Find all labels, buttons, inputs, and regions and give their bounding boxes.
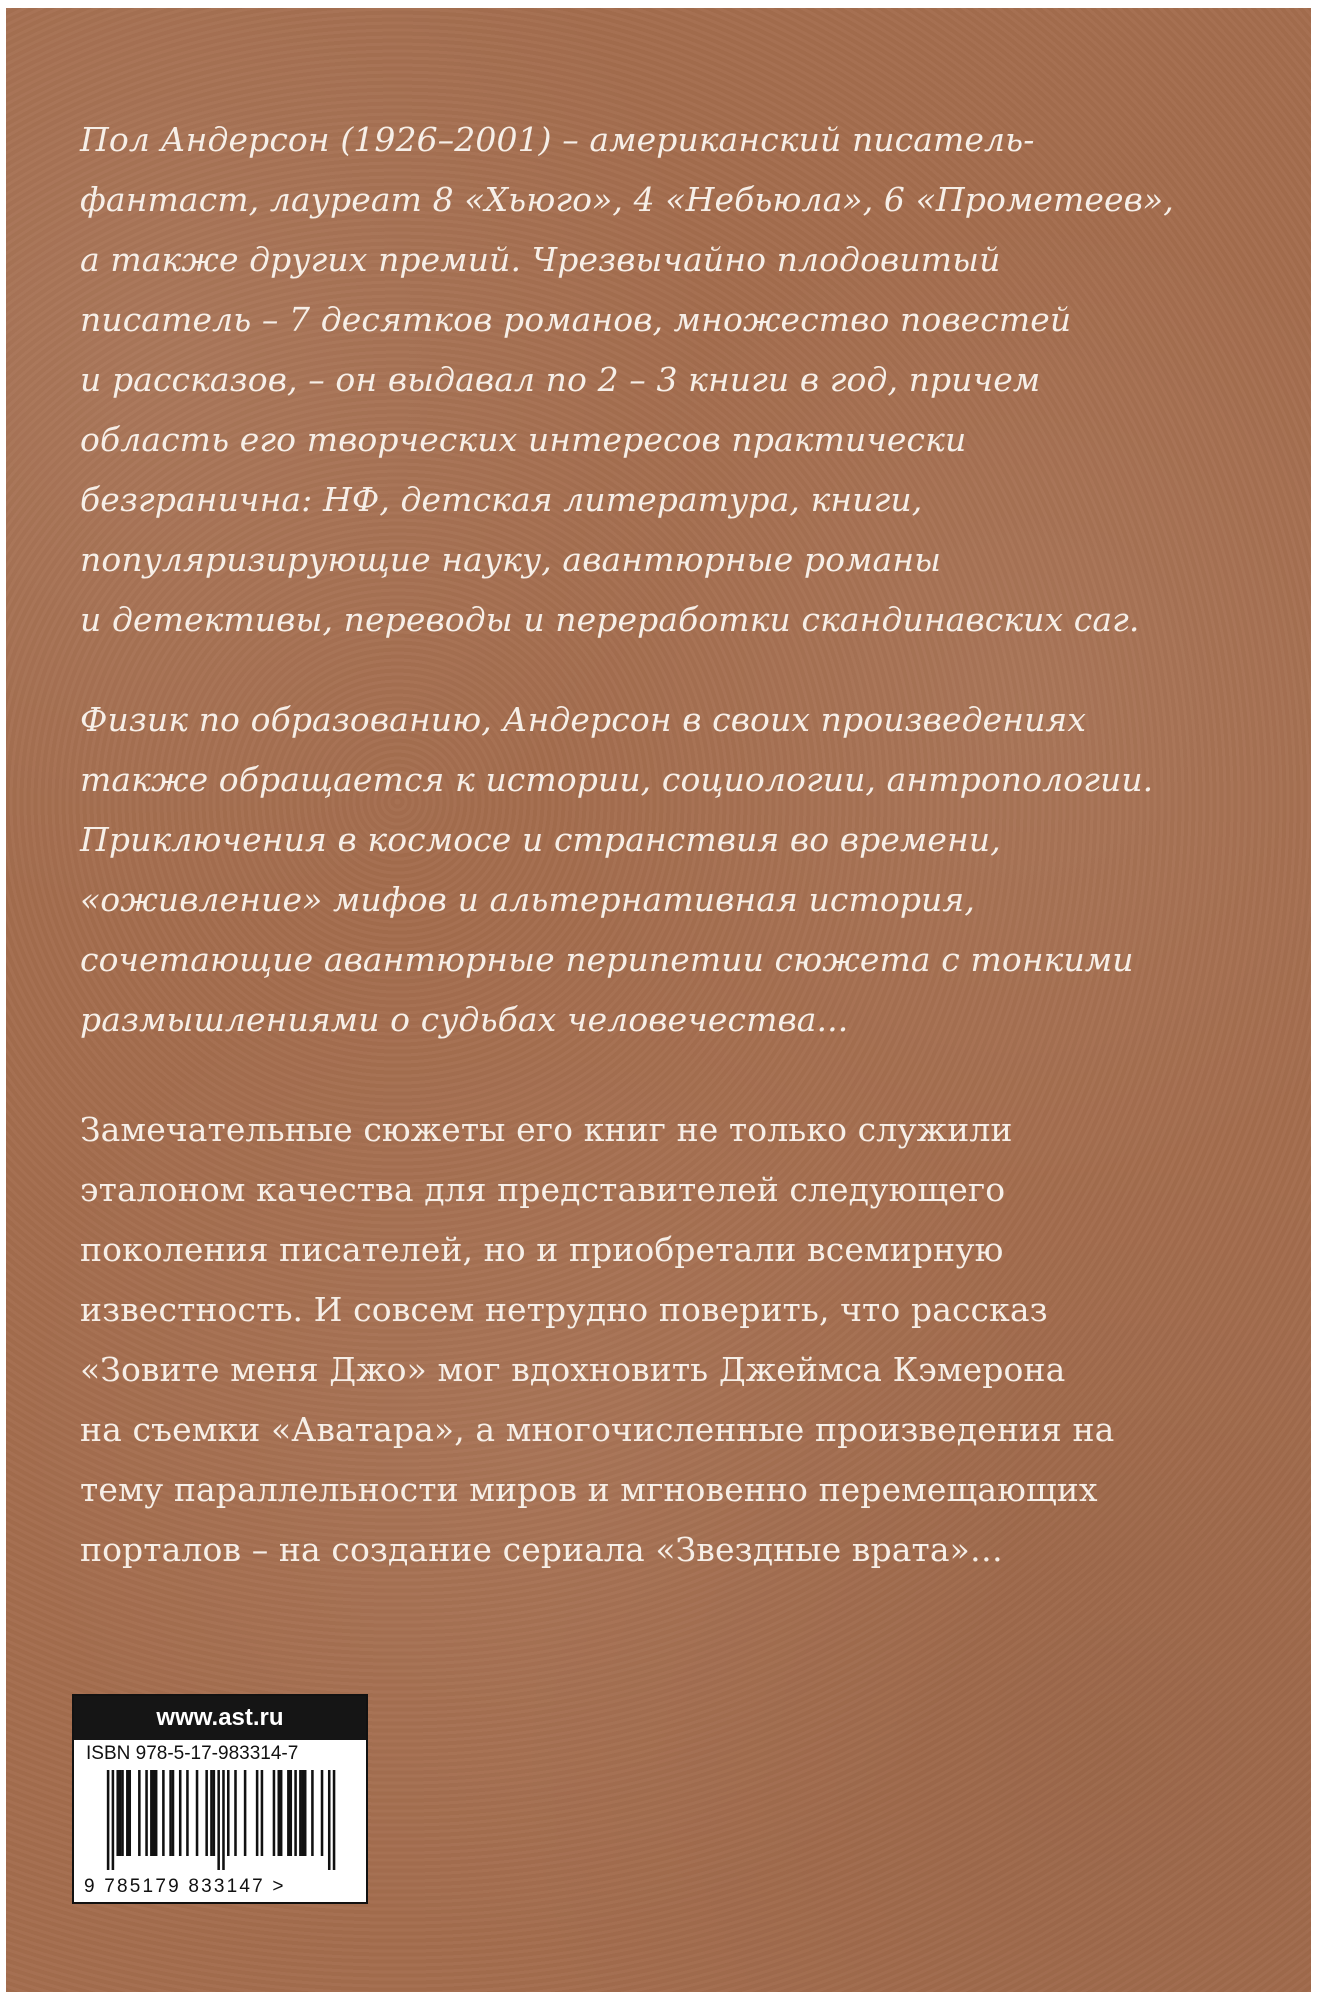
- book-back-cover: [6, 8, 1311, 1992]
- barcode-bar: [244, 1770, 247, 1856]
- barcode-bar: [234, 1770, 237, 1856]
- barcode-bar: [210, 1770, 213, 1856]
- themes-paragraph: [80, 690, 1154, 1050]
- text-line: порталов – на создание сериала «Звездные врата»…: [80, 1530, 1003, 1569]
- text-line: писатель – 7 десятков романов, множество повестей: [80, 300, 1072, 339]
- text-line: Замечательные сюжеты его книг не только служили: [80, 1110, 1013, 1149]
- text-line: эталоном качества для представителей следующего: [80, 1170, 1006, 1209]
- barcode-bar: [280, 1770, 283, 1856]
- text-line: «Зовите меня Джо» мог вдохновить Джеймса Кэмерона: [80, 1350, 1066, 1389]
- isbn-label: ISBN 978-5-17-983314-7: [86, 1743, 299, 1764]
- barcode-bar: [150, 1770, 153, 1856]
- text-line: размышлениями о судьбах человечества...: [80, 1000, 849, 1039]
- barcode-bar: [277, 1770, 280, 1856]
- text-line: на съемки «Аватара», а многочисленные произведения на: [80, 1410, 1115, 1449]
- barcode-bar: [227, 1770, 230, 1856]
- text-line: «оживление» мифов и альтернативная история,: [80, 880, 975, 919]
- barcode-bar: [162, 1770, 165, 1856]
- barcode-bar: [304, 1770, 307, 1856]
- influence-paragraph: [80, 1100, 1115, 1580]
- barcode-bar: [261, 1770, 264, 1856]
- barcode-bar: [172, 1770, 175, 1856]
- text-line: поколения писателей, но и приобретали всемирную: [80, 1230, 1004, 1269]
- text-line: а также других премий. Чрезвычайно плодовитый: [80, 240, 1001, 279]
- barcode-image: [90, 1770, 352, 1874]
- barcode-bar: [217, 1770, 220, 1870]
- text-line: и рассказов, – он выдавал по 2 – 3 книги в год, причем: [80, 360, 1041, 399]
- barcode-bar: [287, 1770, 290, 1856]
- barcode-bar: [112, 1770, 115, 1870]
- barcode-bar: [290, 1770, 293, 1856]
- barcode-bar: [179, 1770, 182, 1856]
- barcode-bar: [155, 1770, 158, 1856]
- barcode-panel: [72, 1694, 368, 1904]
- author-bio-paragraph: [80, 110, 1174, 650]
- text-line: также обращается к истории, социологии, антропологии.: [80, 760, 1154, 799]
- publisher-website: www.ast.ru: [74, 1696, 366, 1740]
- barcode-bar: [328, 1770, 331, 1870]
- text-line: Физик по образованию, Андерсон в своих произведениях: [80, 700, 1087, 739]
- barcode-digits: 9 785179 833147 >: [84, 1876, 286, 1897]
- barcode-bar: [302, 1770, 305, 1856]
- barcode-bar: [116, 1770, 119, 1856]
- barcode-bar: [121, 1770, 124, 1856]
- barcode-bar: [321, 1770, 324, 1856]
- barcode-bar: [138, 1770, 141, 1856]
- barcode-bar: [126, 1770, 129, 1856]
- barcode-bar: [205, 1770, 208, 1856]
- barcode-bar: [128, 1770, 131, 1856]
- barcode-bar: [213, 1770, 216, 1856]
- text-line: фантаст, лауреат 8 «Хьюго», 4 «Небьюла», 6 «Прометеев»,: [80, 180, 1174, 219]
- barcode-bar: [273, 1770, 276, 1856]
- text-line: Пол Андерсон (1926–2001) – американский писатель-: [80, 120, 1035, 159]
- barcode-bar: [256, 1770, 259, 1856]
- text-line: и детективы, переводы и переработки скандинавских саг.: [80, 600, 1140, 639]
- text-line: известность. И совсем нетрудно поверить, что рассказ: [80, 1290, 1048, 1329]
- text-line: безгранична: НФ, детская литература, книги,: [80, 480, 923, 519]
- text-line: популяризирующие науку, авантюрные романы: [80, 540, 942, 579]
- barcode-bar: [119, 1770, 122, 1856]
- barcode-bar: [145, 1770, 148, 1856]
- text-line: Приключения в космосе и странствия во времени,: [80, 820, 1001, 859]
- text-line: область его творческих интересов практически: [80, 420, 967, 459]
- barcode-bar: [169, 1770, 172, 1856]
- barcode-bar: [186, 1770, 189, 1856]
- barcode-bar: [153, 1770, 156, 1856]
- barcode-bar: [311, 1770, 314, 1856]
- barcode-bar: [222, 1770, 225, 1870]
- barcode-bar: [107, 1770, 110, 1870]
- text-line: тему параллельности миров и мгновенно перемещающих: [80, 1470, 1098, 1509]
- text-line: сочетающие авантюрные перипетии сюжета с тонкими: [80, 940, 1134, 979]
- barcode-bar: [196, 1770, 199, 1856]
- barcode-bar: [333, 1770, 336, 1870]
- barcode-bar: [299, 1770, 302, 1856]
- barcode-bar: [294, 1770, 297, 1856]
